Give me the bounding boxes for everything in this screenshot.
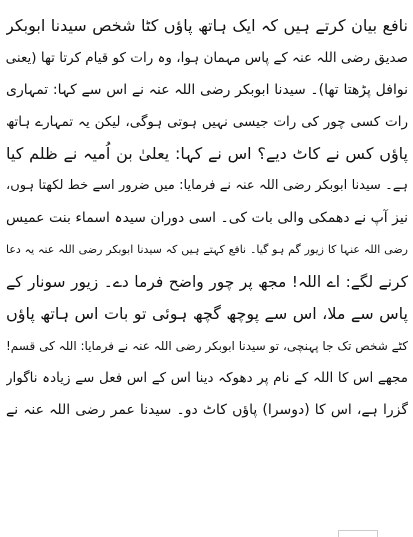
text-line: گزرا ہے، اس کا (دوسرا) پاؤں کاٹ دو۔ سیدنا عمر رضی اللہ عنہ نے [6,402,408,418]
document-body [6,10,408,426]
text-line: مجھے اس کا اللہ کے نام پر دھوکہ دینا اس کے اس فعل سے زیادہ ناگوار [6,370,408,386]
text-line: کٹے شخص تک جا پہنچی، تو سیدنا ابوبکر رضی اللہ عنہ نے فرمایا: اللہ کی قسم! [6,339,408,353]
text-line: کرنے لگے: اے اللہ! مجھ پر چور واضح فرما دے۔ زیور سونار کے [6,273,408,291]
text-line: پاس سے ملا، اس سے پوچھ گچھ ہوئی تو بات اس ہاتھ پاؤں [6,304,408,323]
text-line: پاؤں کس نے کاٹ دیے؟ اس نے کہا: یعلیٰ بن اُمیہ نے ظلم کیا [6,144,408,163]
text-line: صدیق رضی اللہ عنہ کے پاس مہمان ہوا، وہ رات کو قیام کرتا تھا (یعنی [6,50,408,66]
text-line: نافع بیان کرتے ہیں کہ ایک ہاتھ پاؤں کٹا شخص سیدنا ابوبکر [6,16,408,35]
text-line: ہے۔ سیدنا ابوبکر رضی اللہ عنہ نے فرمایا: میں ضرور اسے خط لکھتا ہوں، [6,178,408,193]
text-line: رضی اللہ عنہا کا زیور گم ہو گیا۔ نافع کہتے ہیں کہ سیدنا ابوبکر رضی اللہ عنہ یہ دعا [6,243,408,256]
text-line: رات کسی چور کی رات جیسی نہیں ہوتی ہوگی، لیکن یہ تمہارے ہاتھ [6,114,408,130]
text-line: نوافل پڑھتا تھا)۔ سیدنا ابوبکر رضی اللہ عنہ نے اس سے کہا: تمہاری [6,82,408,98]
text-line: نیز آپ نے دھمکی والی بات کی۔ اسی دوران سیدہ اسماء بنت عمیس [6,210,408,226]
page-edge-marker [338,530,378,537]
